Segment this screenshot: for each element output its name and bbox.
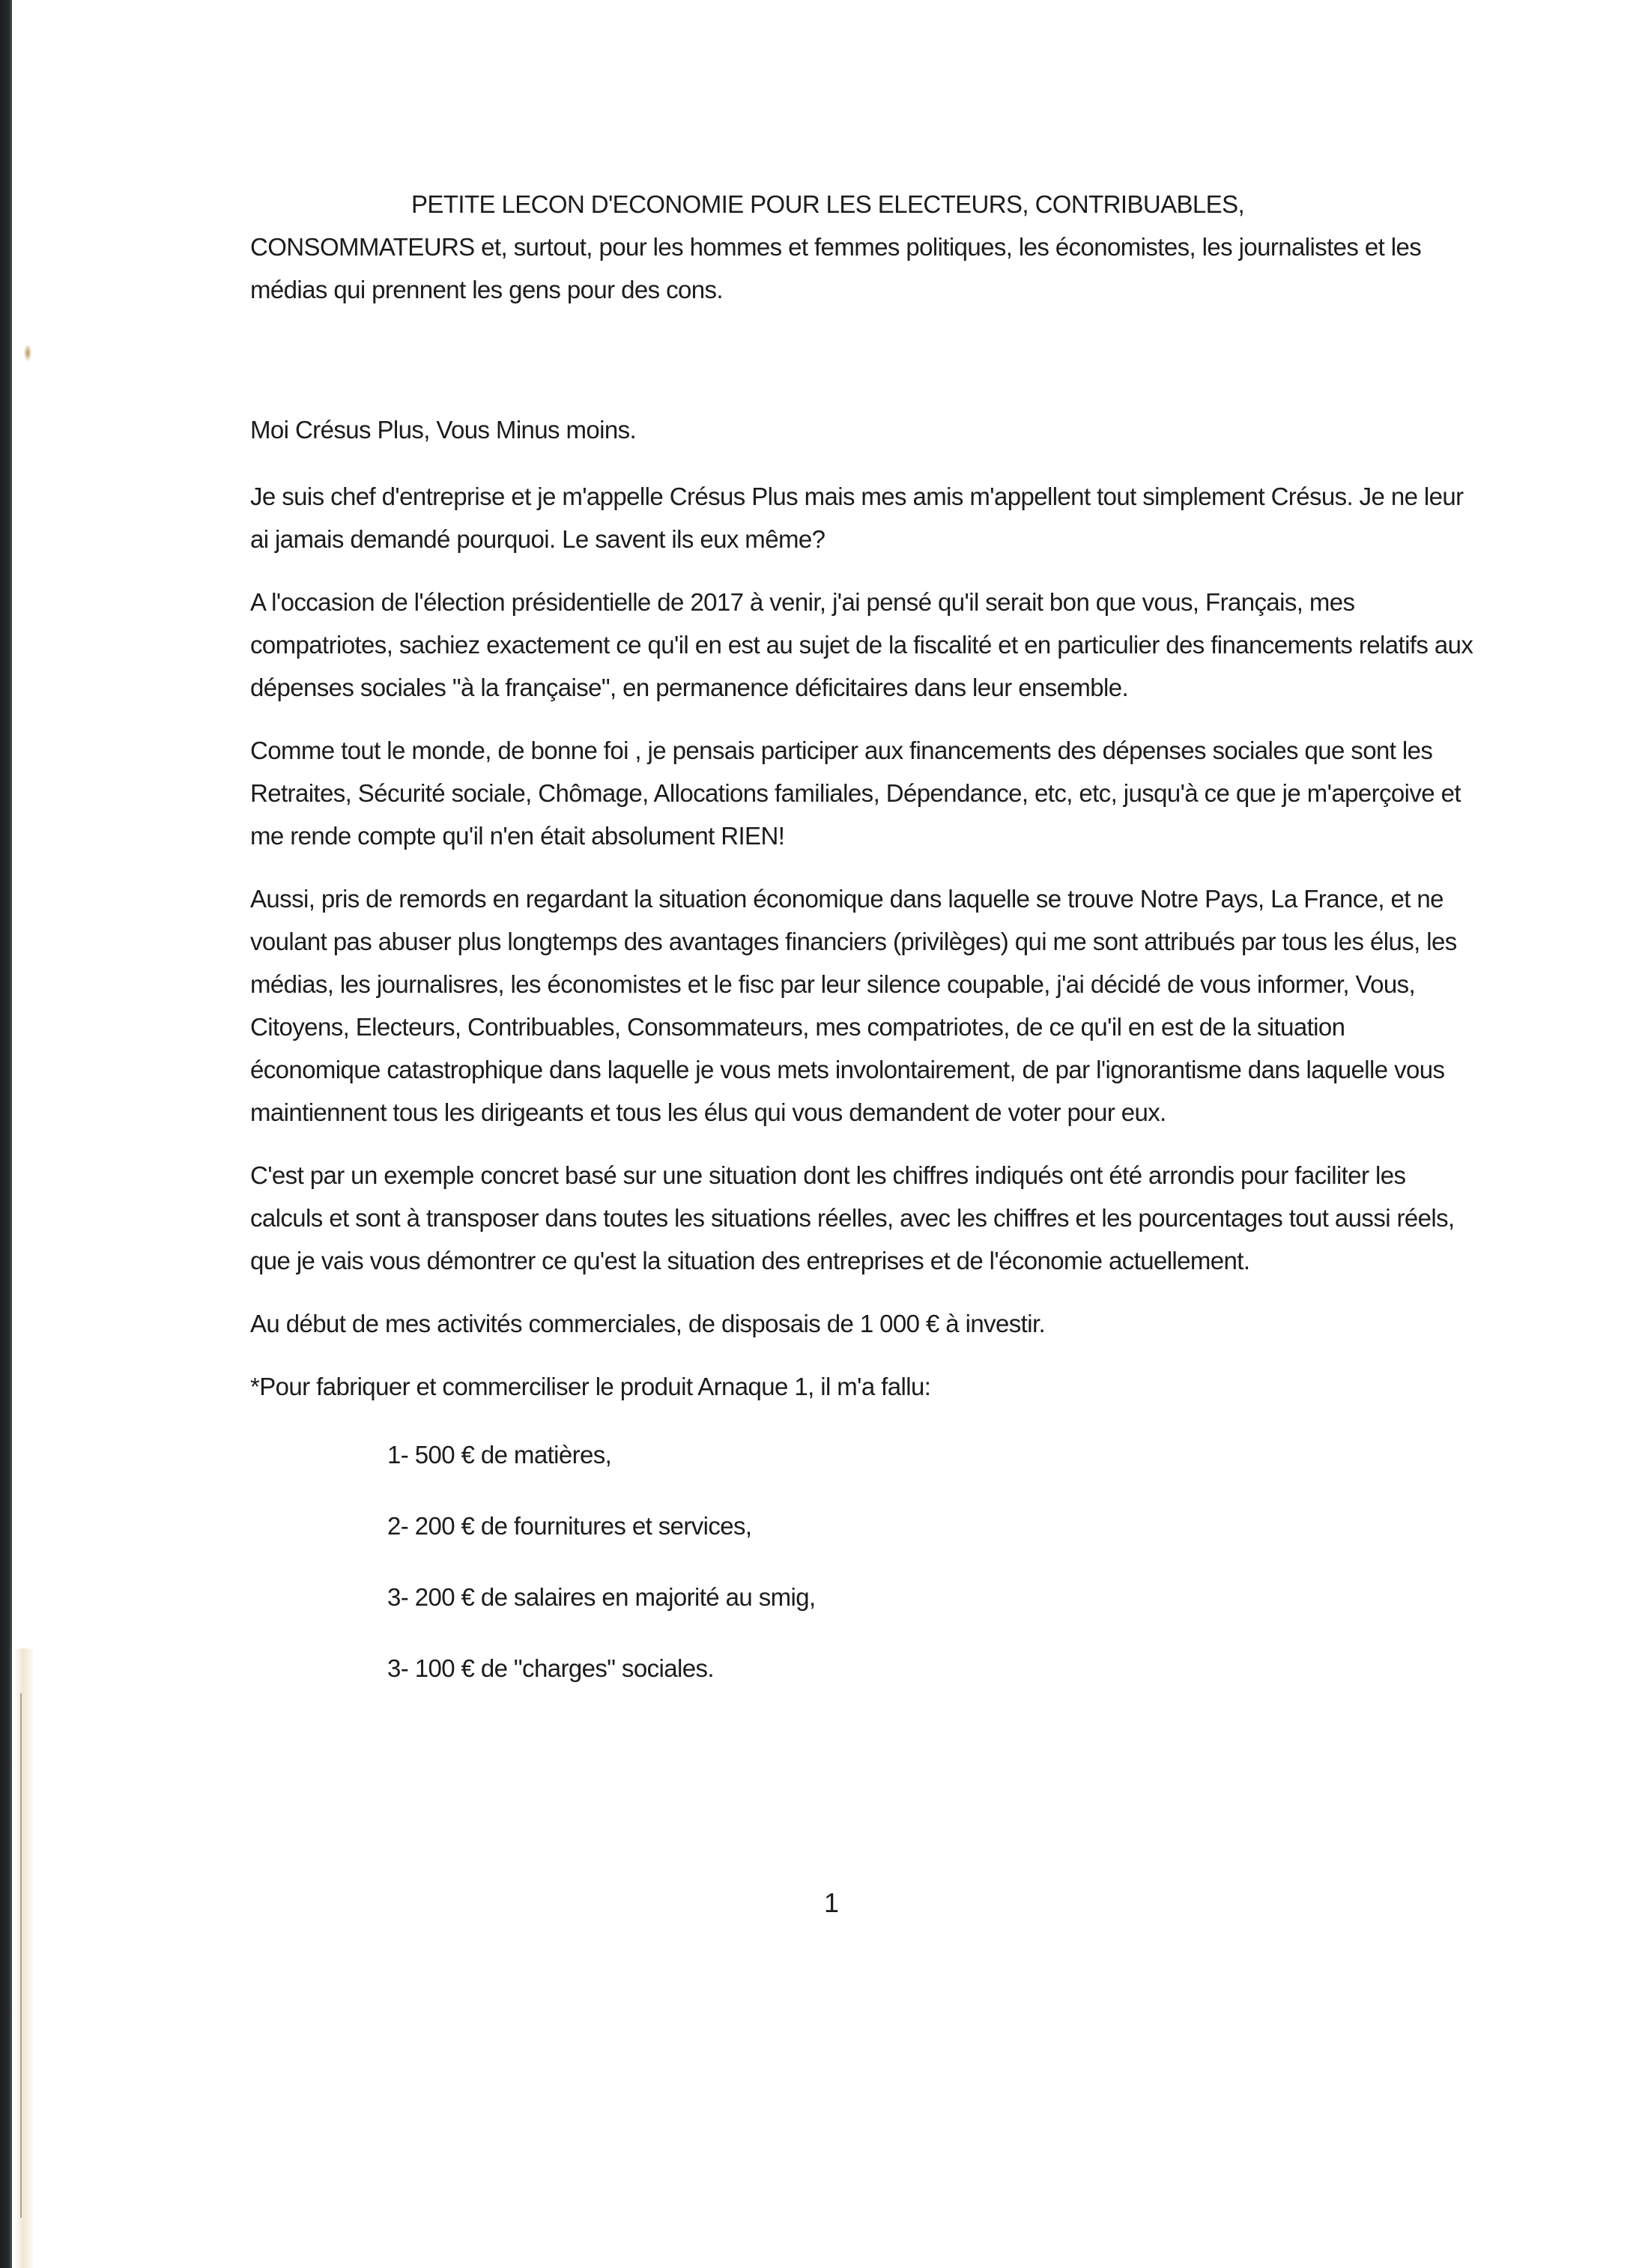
page-number: 1: [824, 1887, 840, 1918]
document-title: [250, 183, 1479, 311]
paragraph-social-spending: Comme tout le monde, de bonne foi , je pensais participer aux financements des dépenses sociales que sont les Retraites, Sécurité sociale, Chômage, Allocations familiales, Dépendance, etc, etc, jusqu'à ce que je m'aperçoive et me rende compte qu'il n'en était absolument RIEN!: [250, 737, 1461, 850]
title-line-1: PETITE LECON D'ECONOMIE POUR LES ELECTEURS, CONTRIBUABLES,: [411, 190, 1245, 218]
paragraph-example: C'est par un exemple concret basé sur une situation dont les chiffres indiqués ont été arrondis pour faciliter les calculs et sont à transposer dans toutes les situations réelles, avec les chiffres et les pourcentages tout aussi réels, que je vais vous démontrer ce qu'est la situation des entreprises et de l'économie actuellement.: [250, 1161, 1455, 1274]
cost-item: 3- 200 € de salaires en majorité au smig,: [387, 1583, 816, 1611]
scan-dark-edge: [0, 0, 12, 2268]
cost-item: 1- 500 € de matières,: [387, 1441, 612, 1469]
scan-fleck: [24, 345, 31, 361]
cost-item: 3- 100 € de "charges" sociales.: [387, 1654, 714, 1682]
cost-item: 2- 200 € de fournitures et services,: [387, 1512, 752, 1540]
document-page: [250, 183, 1479, 1718]
paragraph-product: *Pour fabriquer et commerciliser le produit Arnaque 1, il m'a fallu:: [250, 1373, 931, 1400]
scan-stain: [13, 1648, 33, 2268]
cost-list: [250, 1433, 1479, 1690]
paragraph-remorse: Aussi, pris de remords en regardant la situation économique dans laquelle se trouve Notre Pays, La France, et ne voulant pas abuser plus longtemps des avantages financiers (privilèges) qui me sont attribués par tous les élus, les médias, les journalisres, les économistes et le fisc par leur silence coupable, j'ai décidé de vous informer, Vous, Citoyens, Electeurs, Contribuables, Consommateurs, mes compatriotes, de ce qu'il en est de la situation économique catastrophique dans laquelle je vous mets involontairement, de par l'ignorantisme dans laquelle vous maintiennent tous les dirigeants et tous les élus qui vous demandent de voter pour eux.: [250, 885, 1457, 1126]
scan-fold-line: [20, 1693, 22, 2218]
title-rest: CONSOMMATEURS et, surtout, pour les hommes et femmes politiques, les économistes, les journalistes et les médias qui prennent les gens pour des cons.: [250, 233, 1422, 303]
paragraph-identity: Je suis chef d'entreprise et je m'appelle Crésus Plus mais mes amis m'appellent tout simplement Crésus. Je ne leur ai jamais demandé pourquoi. Le savent ils eux même?: [250, 483, 1464, 553]
paragraph-election: A l'occasion de l'élection présidentielle de 2017 à venir, j'ai pensé qu'il serait bon que vous, Français, mes compatriotes, sachiez exactement ce qu'il en est au sujet de la fiscalité et en particulier des financements relatifs aux dépenses sociales "à la française", en permanence déficitaires dans leur ensemble.: [250, 588, 1473, 701]
paragraph-intro: Moi Crésus Plus, Vous Minus moins.: [250, 416, 637, 444]
paragraph-investment: Au début de mes activités commerciales, de disposais de 1 000 € à investir.: [250, 1310, 1046, 1337]
